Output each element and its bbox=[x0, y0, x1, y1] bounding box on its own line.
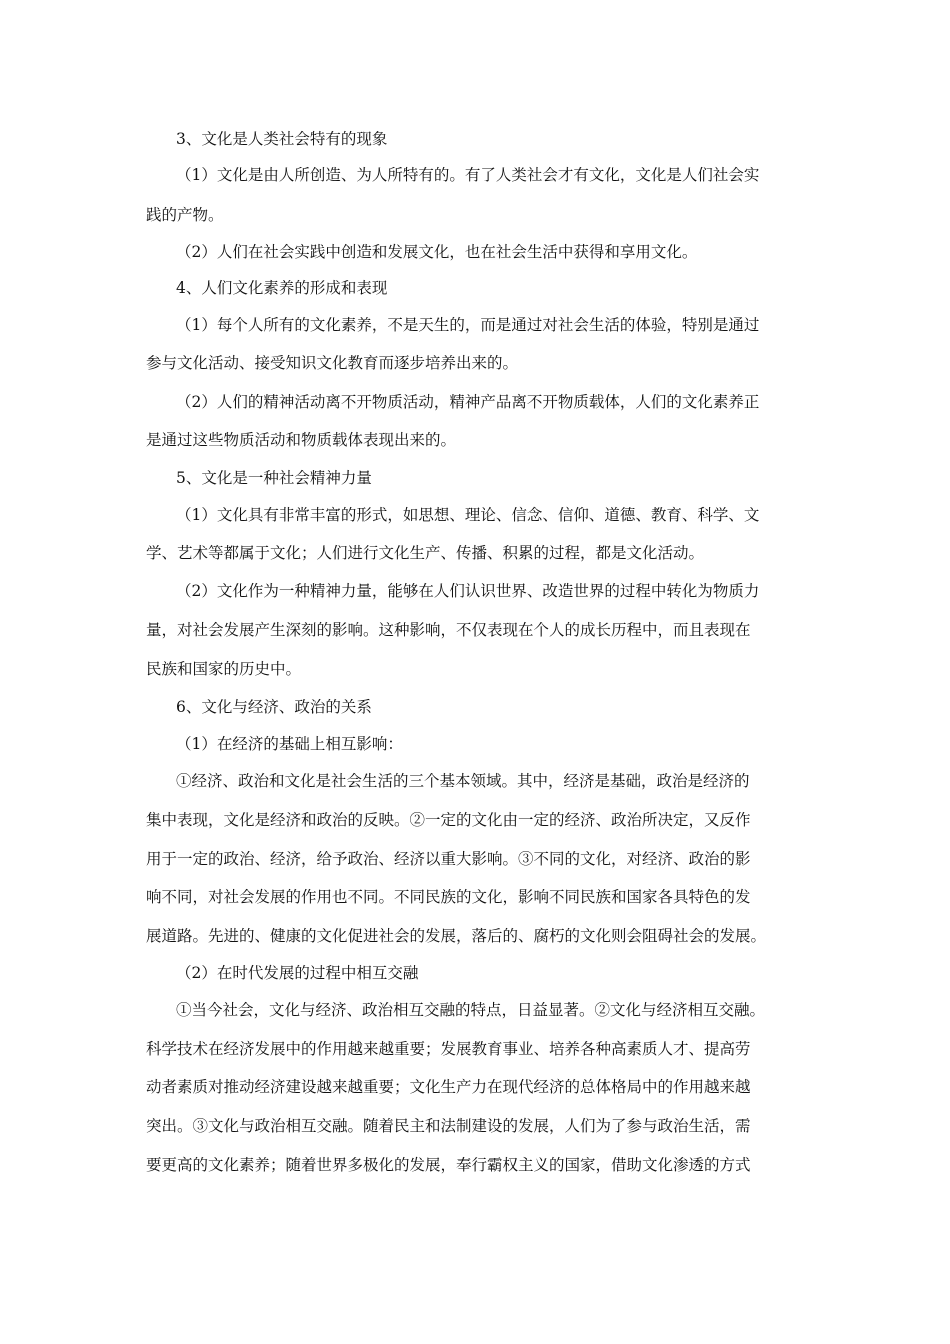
paragraph-line: （1）文化是由人所创造、为人所特有的。有了人类社会才有文化，文化是人们社会实 bbox=[176, 166, 760, 184]
paragraph-line: 动者素质对推动经济建设越来越重要；文化生产力在现代经济的总体格局中的作用越来越 bbox=[146, 1078, 751, 1096]
paragraph-line: 用于一定的政治、经济，给予政治、经济以重大影响。③不同的文化，对经济、政治的影 bbox=[146, 850, 751, 868]
paragraph-line: （1）在经济的基础上相互影响： bbox=[176, 735, 403, 753]
paragraph-line: （2）文化作为一种精神力量，能够在人们认识世界、改造世界的过程中转化为物质力 bbox=[176, 582, 760, 600]
paragraph-line: 学、艺术等都属于文化；人们进行文化生产、传播、积累的过程，都是文化活动。 bbox=[146, 544, 705, 562]
heading-3: 3、文化是人类社会特有的现象 bbox=[176, 130, 388, 148]
paragraph-line: （2）人们的精神活动离不开物质活动，精神产品离不开物质载体，人们的文化素养正 bbox=[176, 393, 760, 411]
paragraph-line: 集中表现，文化是经济和政治的反映。②一定的文化由一定的经济、政治所决定，又反作 bbox=[146, 811, 751, 829]
paragraph-line: 突出。③文化与政治相互交融。随着民主和法制建设的发展，人们为了参与政治生活，需 bbox=[146, 1117, 751, 1135]
paragraph-line: 民族和国家的历史中。 bbox=[146, 660, 302, 678]
paragraph-line: ①经济、政治和文化是社会生活的三个基本领域。其中，经济是基础，政治是经济的 bbox=[176, 772, 750, 790]
paragraph-line: 要更高的文化素养；随着世界多极化的发展，奉行霸权主义的国家，借助文化渗透的方式 bbox=[146, 1156, 751, 1174]
paragraph-line: （2）人们在社会实践中创造和发展文化，也在社会生活中获得和享用文化。 bbox=[176, 243, 698, 261]
paragraph-line: 响不同，对社会发展的作用也不同。不同民族的文化，影响不同民族和国家各具特色的发 bbox=[146, 888, 751, 906]
paragraph-line: 践的产物。 bbox=[146, 206, 224, 224]
paragraph-line: 展道路。先进的、健康的文化促进社会的发展，落后的、腐朽的文化则会阻碍社会的发展。 bbox=[146, 927, 767, 945]
paragraph-line: （1）文化具有非常丰富的形式，如思想、理论、信念、信仰、道德、教育、科学、文 bbox=[176, 506, 760, 524]
paragraph-line: （2）在时代发展的过程中相互交融 bbox=[176, 964, 419, 982]
heading-5: 5、文化是一种社会精神力量 bbox=[176, 469, 372, 487]
paragraph-line: 是通过这些物质活动和物质载体表现出来的。 bbox=[146, 431, 457, 449]
paragraph-line: 参与文化活动、接受知识文化教育而逐步培养出来的。 bbox=[146, 354, 519, 372]
paragraph-line: （1）每个人所有的文化素养，不是天生的，而是通过对社会生活的体验，特别是通过 bbox=[176, 316, 760, 334]
paragraph-line: 量，对社会发展产生深刻的影响。这种影响，不仅表现在个人的成长历程中，而且表现在 bbox=[146, 621, 751, 639]
heading-4: 4、人们文化素养的形成和表现 bbox=[176, 279, 388, 297]
paragraph-line: 科学技术在经济发展中的作用越来越重要；发展教育事业、培养各种高素质人才、提高劳 bbox=[146, 1040, 751, 1058]
paragraph-line: ①当今社会，文化与经济、政治相互交融的特点，日益显著。②文化与经济相互交融。 bbox=[176, 1001, 766, 1019]
heading-6: 6、文化与经济、政治的关系 bbox=[176, 698, 372, 716]
